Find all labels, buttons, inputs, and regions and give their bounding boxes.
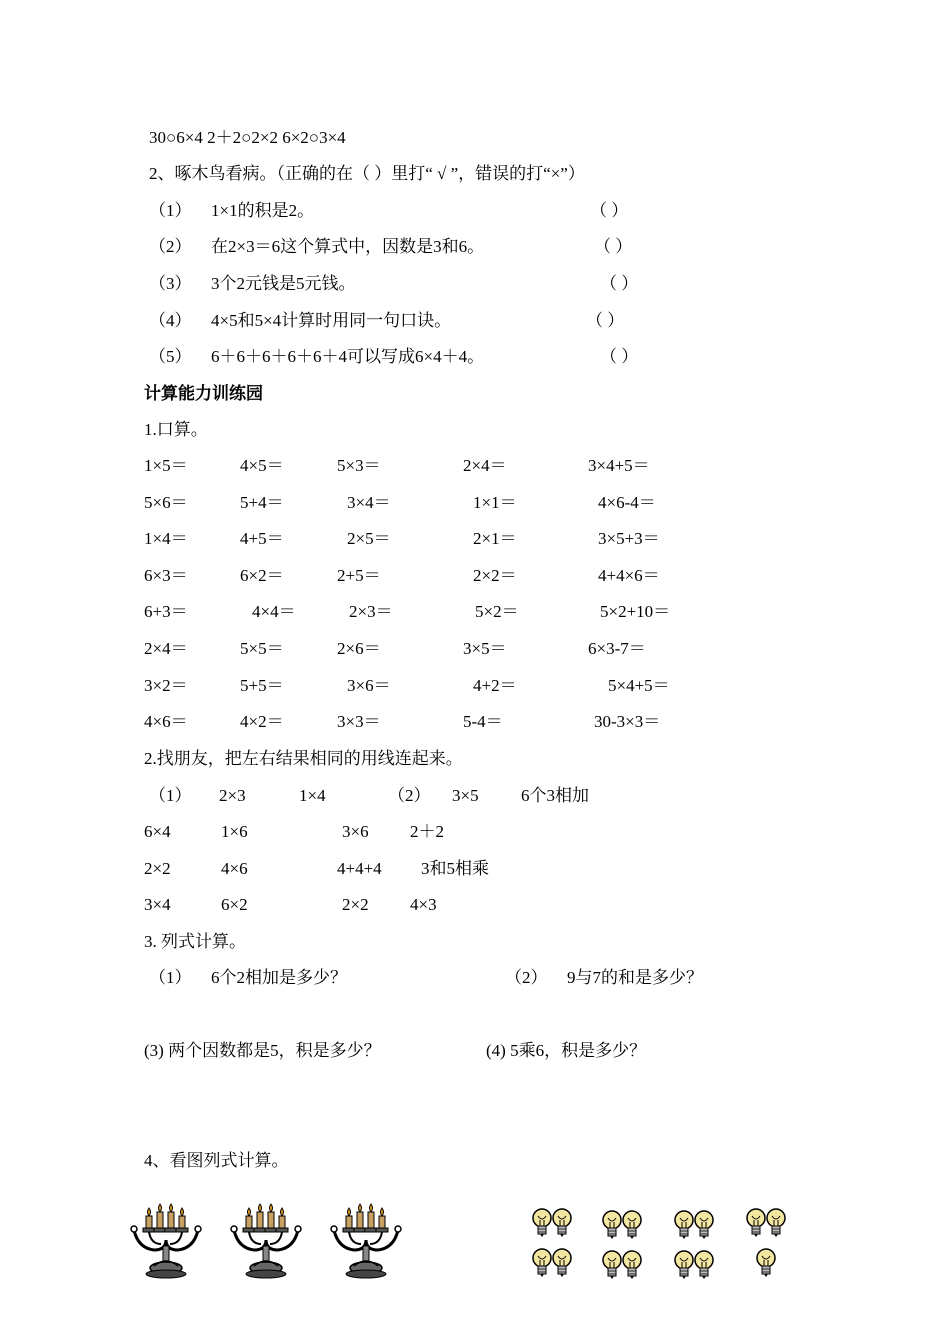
oral-cell: 3×6＝ <box>347 676 391 695</box>
question-text: 6个2相加是多少？ <box>211 968 347 987</box>
woodpecker-item-text: 3个2元钱是5元钱。 <box>211 274 356 293</box>
woodpecker-item-num: （4） <box>149 311 192 330</box>
oral-cell: 2×5＝ <box>347 529 391 548</box>
oral-cell: 2×4＝ <box>144 639 188 658</box>
oral-cell: 2+5＝ <box>337 566 381 585</box>
oral-cell: 4×6-4＝ <box>598 493 656 512</box>
woodpecker-item-text: 1×1的积是2。 <box>211 201 315 220</box>
oral-cell: 6×2＝ <box>240 566 284 585</box>
candelabra-icon <box>131 1204 201 1278</box>
oral-cell: 5+4＝ <box>240 493 284 512</box>
candelabra-icon <box>231 1204 301 1278</box>
compare-line: 30○6×4 2＋2○2×2 6×2○3×4 <box>149 128 346 147</box>
oral-cell: 5×2+10＝ <box>600 602 671 621</box>
friends-cell[interactable]: 6×2 <box>221 895 248 914</box>
section-title: 计算能力训练园 <box>144 384 263 403</box>
light-bulb-icon <box>603 1251 641 1279</box>
answer-paren[interactable]: （ ） <box>586 311 625 330</box>
light-bulb-icon <box>533 1249 571 1277</box>
oral-cell: 3×5＝ <box>463 639 507 658</box>
woodpecker-item-num: （5） <box>149 347 192 366</box>
friends-cell[interactable]: 2＋2 <box>410 822 444 841</box>
woodpecker-item-num: （1） <box>149 201 192 220</box>
oral-cell: 3×5+3＝ <box>598 529 660 548</box>
candelabra-icon <box>331 1204 401 1278</box>
answer-paren[interactable]: （ ） <box>600 347 639 366</box>
oral-cell: 1×1＝ <box>473 493 517 512</box>
question-text: (3) 两个因数都是5，积是多少？ <box>144 1041 381 1060</box>
friends-cell[interactable]: 3×4 <box>144 895 171 914</box>
woodpecker-item-text: 在2×3＝6这个算式中，因数是3和6。 <box>211 237 485 256</box>
oral-cell: 3×3＝ <box>337 712 381 731</box>
woodpecker-item-text: 4×5和5×4计算时用同一句口诀。 <box>211 311 452 330</box>
friends-header-cell: （1） <box>149 786 192 805</box>
friends-cell[interactable]: 6×4 <box>144 822 171 841</box>
oral-cell: 5-4＝ <box>463 712 503 731</box>
question-text: 9与7的和是多少？ <box>567 968 703 987</box>
oral-cell: 5×6＝ <box>144 493 188 512</box>
candelabra-group <box>122 1198 422 1280</box>
question-text: (4) 5乘6，积是多少？ <box>486 1041 647 1060</box>
answer-paren[interactable]: （ ） <box>600 274 639 293</box>
oral-cell: 4+2＝ <box>473 676 517 695</box>
friends-header-cell: 1×4 <box>299 786 326 805</box>
woodpecker-item-num: （2） <box>149 237 192 256</box>
light-bulb-icon <box>533 1209 571 1237</box>
question-num: （2） <box>505 968 548 987</box>
friends-cell[interactable]: 3和5相乘 <box>421 859 489 878</box>
oral-cell: 3×2＝ <box>144 676 188 695</box>
oral-cell: 5×5＝ <box>240 639 284 658</box>
woodpecker-item-text: 6＋6＋6＋6＋6＋4可以写成6×4＋4。 <box>211 347 485 366</box>
light-bulb-group <box>528 1202 798 1288</box>
oral-cell: 3×4＝ <box>347 493 391 512</box>
oral-cell: 4+5＝ <box>240 529 284 548</box>
light-bulb-icon <box>747 1209 785 1237</box>
oral-cell: 5+5＝ <box>240 676 284 695</box>
oral-cell: 2×4＝ <box>463 456 507 475</box>
oral-cell: 4×5＝ <box>240 456 284 475</box>
oral-cell: 4×6＝ <box>144 712 188 731</box>
oral-cell: 4+4×6＝ <box>598 566 660 585</box>
oral-cell: 2×1＝ <box>473 529 517 548</box>
friends-cell[interactable]: 1×6 <box>221 822 248 841</box>
friends-cell[interactable]: 3×6 <box>342 822 369 841</box>
oral-cell: 5×2＝ <box>475 602 519 621</box>
oral-cell: 2×2＝ <box>473 566 517 585</box>
oral-cell: 2×3＝ <box>349 602 393 621</box>
oral-cell: 1×5＝ <box>144 456 188 475</box>
friends-cell[interactable]: 4+4+4 <box>337 859 382 878</box>
friends-header-cell: 2×3 <box>219 786 246 805</box>
oral-cell: 30-3×3＝ <box>594 712 661 731</box>
woodpecker-item-num: （3） <box>149 274 192 293</box>
oral-cell: 3×4+5＝ <box>588 456 650 475</box>
oral-cell: 6+3＝ <box>144 602 188 621</box>
oral-cell: 5×3＝ <box>337 456 381 475</box>
picture-title: 4、看图列式计算。 <box>144 1151 289 1170</box>
oral-cell: 6×3-7＝ <box>588 639 646 658</box>
friends-header-cell: 3×5 <box>452 786 479 805</box>
oral-cell: 5×4+5＝ <box>608 676 670 695</box>
oral-title: 1.口算。 <box>144 420 208 439</box>
oral-cell: 1×4＝ <box>144 529 188 548</box>
oral-cell: 4×2＝ <box>240 712 284 731</box>
answer-paren[interactable]: （ ） <box>594 237 633 256</box>
friends-header-cell: （2） <box>388 786 431 805</box>
oral-cell: 2×6＝ <box>337 639 381 658</box>
oral-cell: 6×3＝ <box>144 566 188 585</box>
oral-cell: 4×4＝ <box>252 602 296 621</box>
light-bulb-icon <box>603 1211 641 1239</box>
written-title: 3. 列式计算。 <box>144 932 246 951</box>
friends-cell[interactable]: 2×2 <box>144 859 171 878</box>
light-bulb-icon <box>675 1251 713 1279</box>
question-num: （1） <box>149 968 192 987</box>
light-bulb-icon <box>675 1211 713 1239</box>
light-bulb-icon <box>757 1249 775 1277</box>
friends-cell[interactable]: 4×6 <box>221 859 248 878</box>
friends-title: 2.找朋友，把左右结果相同的用线连起来。 <box>144 749 463 768</box>
friends-cell[interactable]: 4×3 <box>410 895 437 914</box>
friends-header-cell: 6个3相加 <box>521 786 589 805</box>
woodpecker-title: 2、啄木鸟看病。（正确的在（ ）里打“ √ ”，错误的打“×”） <box>149 164 585 183</box>
answer-paren[interactable]: （ ） <box>590 201 629 220</box>
friends-cell[interactable]: 2×2 <box>342 895 369 914</box>
